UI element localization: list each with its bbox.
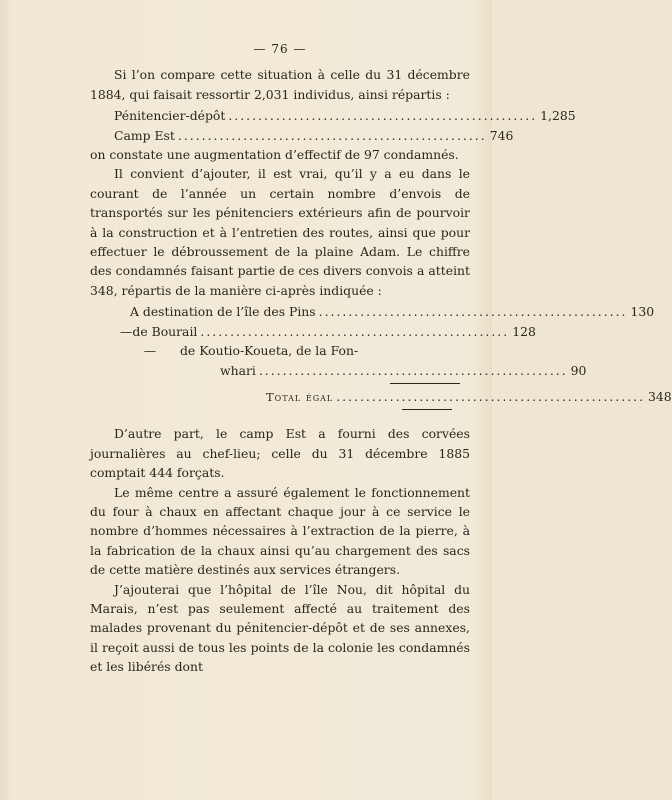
paragraph-2: on constate une augmentation d’effectif de 97 condamnés. — [90, 147, 459, 163]
distribution-table — [90, 106, 576, 145]
page-number: — 76 — — [253, 42, 307, 56]
row-label: A destination de l’île des Pins — [130, 304, 316, 320]
paragraph-3: Il convient d’ajouter, il est vrai, qu’il y a eu dans le courant de l’année un certain nombre d’envois de transportés sur les pénitenciers extérieurs afin de pourvoir à la construction et à l’entretien des routes, ainsi que pour effectuer le débroussement de la plaine Adam. Le chiffre des condamnés faisant partie de ces divers convois a atteint 348, répartis de la manière ci-après indiquée : — [90, 166, 470, 298]
paragraph-6: J’ajouterai que l’hôpital de l’île Nou, dit hôpital du Marais, n’est pas seulement affecté au traitement des malades provenant du pénitencier-dépôt et de ses annexes, il reçoit aussi de tous les points de la colonie les condamnés et les libérés dont — [90, 581, 470, 675]
row-value: 746 — [489, 127, 514, 143]
row-label: de Koutio-Koueta, de la Fon- — [180, 343, 359, 359]
row-value: 128 — [512, 323, 536, 339]
ditto-dash: — — [143, 343, 157, 359]
row-label: whari — [220, 362, 256, 378]
row-value: 130 — [630, 304, 655, 320]
leader-dots: .................................................... — [200, 323, 510, 339]
ditto-dash: — — [120, 323, 133, 339]
paragraph-4: D’autre part, le camp Est a fourni des corvées journalières au chef-lieu; celle du 31 décembre 1885 comptait 444 forçats. — [90, 426, 470, 481]
leader-dots: .................................................... — [318, 304, 628, 320]
table-row — [90, 322, 536, 341]
row-value: 90 — [570, 362, 587, 378]
total-row — [90, 387, 672, 407]
row-value: 1,285 — [540, 108, 576, 124]
table-row — [114, 126, 514, 145]
row-label: Pénitencier-dépôt — [114, 108, 226, 124]
total-value: 348 — [648, 388, 672, 404]
table-row — [90, 361, 587, 380]
table-row — [90, 302, 655, 321]
leader-dots: .................................................... — [336, 388, 646, 404]
sum-rule — [390, 383, 460, 384]
row-label: Camp Est — [114, 127, 175, 143]
total-rule — [402, 409, 452, 410]
paragraph-1: Si l’on compare cette situation à celle du 31 décembre 1884, qui faisait ressortir 2,031 individus, ainsi répartis : — [90, 67, 470, 102]
leader-dots: .................................................... — [177, 127, 487, 143]
total-label: Total égal — [266, 389, 334, 404]
page-text — [90, 40, 672, 677]
leader-dots: .................................................... — [258, 362, 568, 378]
table-row — [90, 341, 470, 360]
leader-dots: .................................................... — [228, 108, 538, 124]
convoy-table — [90, 302, 672, 410]
paragraph-5: Le même centre a assuré également le fonctionnement du four à chaux en affectant chaque jour à ce service le nombre d’hommes nécessaires à l’extraction de la pierre, à la fabrication de la chaux ainsi qu’au chargement des sacs de cette matière destinés aux services étrangers. — [90, 484, 470, 578]
table-row — [114, 106, 576, 125]
row-label: de Bourail — [132, 323, 198, 339]
